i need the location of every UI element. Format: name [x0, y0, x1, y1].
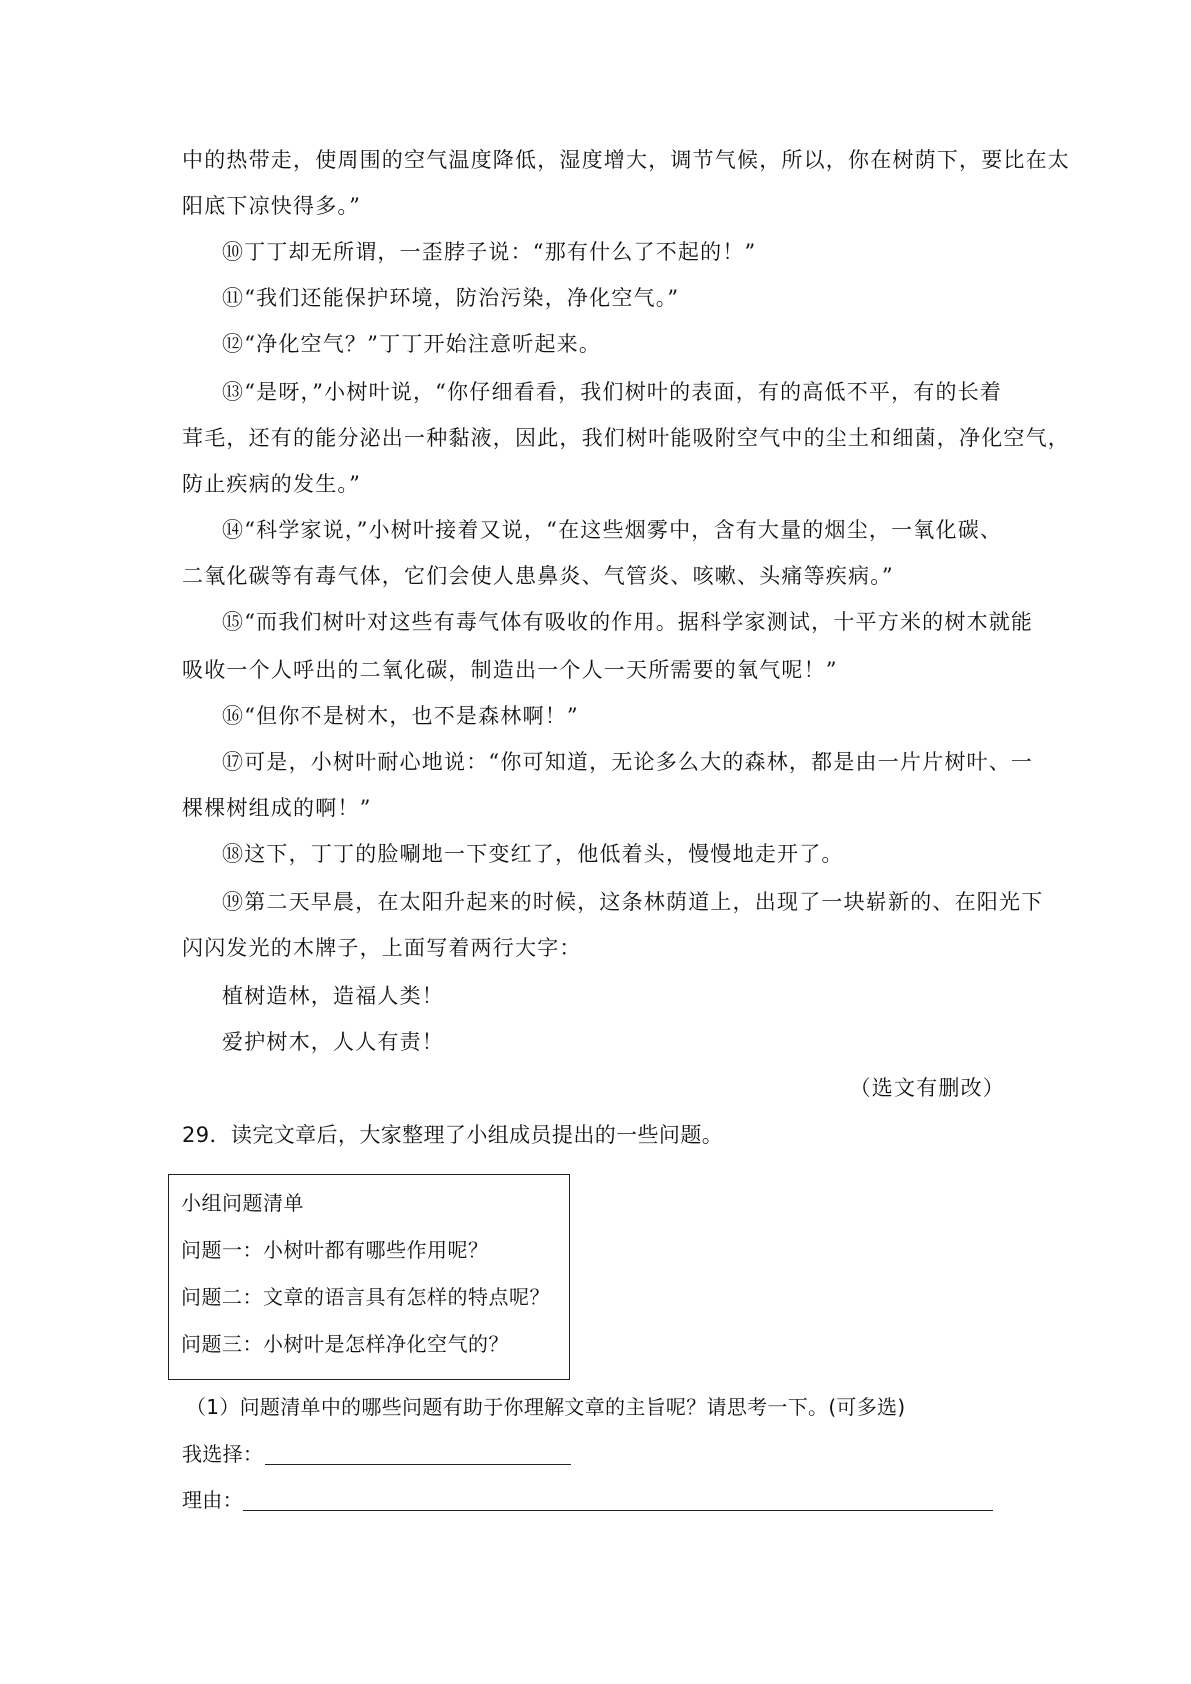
- passage-line: 阳底下凉快得多。”: [182, 194, 362, 218]
- question-item-1: 问题一：小树叶都有哪些作用呢？: [181, 1238, 489, 1262]
- sign-line-1: 植树造林，造福人类！: [222, 984, 444, 1008]
- passage-line: 吸收一个人呼出的二氧化碳，制造出一个人一天所需要的氧气呢！”: [182, 658, 838, 682]
- paragraph-12: ⑫“净化空气？”丁丁开始注意听起来。: [222, 332, 602, 356]
- paragraph-18: ⑱这下，丁丁的脸唰地一下变红了，他低着头，慢慢地走开了。: [222, 842, 844, 866]
- question-list-title: 小组问题清单: [181, 1191, 304, 1215]
- question-item-2: 问题二：文章的语言具有怎样的特点呢？: [181, 1285, 550, 1309]
- passage-line: 中的热带走，使周围的空气温度降低，湿度增大，调节气候，所以，你在树荫下，要比在太: [182, 148, 1070, 172]
- question-item-3: 问题三：小树叶是怎样净化空气的？: [181, 1332, 509, 1356]
- paragraph-11: ⑪“我们还能保护环境，防治污染，净化空气。”: [222, 286, 680, 310]
- paragraph-15: ⑮“而我们树叶对这些有毒气体有吸收的作用。据科学家测试，十平方米的树木就能: [222, 610, 1034, 634]
- reason-label: 理由：: [182, 1488, 243, 1512]
- paragraph-10: ⑩丁丁却无所谓，一歪脖子说：“那有什么了不起的！”: [222, 240, 757, 264]
- question-29-stem: 29．读完文章后，大家整理了小组成员提出的一些问题。: [182, 1123, 724, 1147]
- paragraph-16: ⑯“但你不是树木，也不是森林啊！”: [222, 704, 579, 728]
- source-note: （选文有删改）: [849, 1076, 1005, 1100]
- question-list-box: [168, 1174, 570, 1380]
- choose-answer-line[interactable]: [265, 1464, 571, 1465]
- passage-line: 闪闪发光的木牌子，上面写着两行大字：: [182, 936, 582, 960]
- paragraph-19: ⑲第二天早晨，在太阳升起来的时候，这条林荫道上，出现了一块崭新的、在阳光下: [222, 890, 1044, 914]
- reason-answer-line[interactable]: [243, 1510, 993, 1511]
- sub-question-1: （1）问题清单中的哪些问题有助于你理解文章的主旨呢？请思考一下。(可多选): [186, 1395, 906, 1419]
- paragraph-17: ⑰可是，小树叶耐心地说：“你可知道，无论多么大的森林，都是由一片片树叶、一: [222, 750, 1034, 774]
- passage-line: 棵棵树组成的啊！”: [182, 796, 372, 820]
- passage-line: 二氧化碳等有毒气体，它们会使人患鼻炎、气管炎、咳嗽、头痛等疾病。”: [182, 564, 894, 588]
- passage-line: 茸毛，还有的能分泌出一种黏液，因此，我们树叶能吸附空气中的尘土和细菌，净化空气，: [182, 426, 1070, 450]
- paragraph-14: ⑭“科学家说，”小树叶接着又说，“在这些烟雾中，含有大量的烟尘，一氧化碳、: [222, 518, 1003, 542]
- paragraph-13: ⑬“是呀，”小树叶说，“你仔细看看，我们树叶的表面，有的高低不平，有的长着: [222, 380, 1003, 404]
- passage-line: 防止疾病的发生。”: [182, 472, 362, 496]
- choose-label: 我选择：: [182, 1442, 264, 1466]
- sign-line-2: 爱护树木，人人有责！: [222, 1030, 444, 1054]
